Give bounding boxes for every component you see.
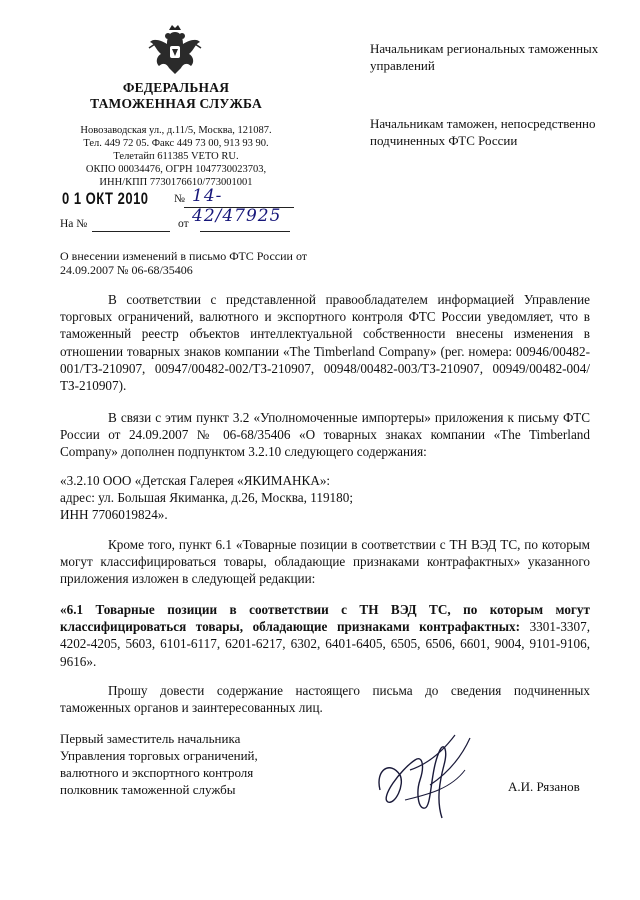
handwritten-signature-icon [370,730,480,822]
on-number-blank [92,231,170,232]
paragraph-6: Прошу довести содержание настоящего письма до сведения подчиненных таможенных органов и заинтересованных лиц. [60,683,590,716]
organization-name [52,80,300,112]
number-underline [184,207,294,208]
ot-blank [200,231,290,232]
paragraph-1: В соответствии с представленной правообладателем информацией Управление торговых ограничений, валютного и экспортного контроля ФТС России уведомляет, что в таможенный реестр объектов интеллектуальной собственности внесены изменения в отношении товарных знаков компании «The Timberland Company» (рег. номера: 00946/00482-001/ТЗ-210907, 00947/00482-002/ТЗ-210907, 00948/00482-003/ТЗ-210907, 00949/00482-004/ТЗ-210907). [60,292,590,394]
org-line-2: ТАМОЖЕННАЯ СЛУЖБА [90,96,262,111]
signer-line: валютного и экспортного контроля [60,765,254,780]
signer-line: полковник таможенной службы [60,782,236,797]
number-label: № [174,193,185,205]
address-line: ОКПО 00034476, ОГРН 1047730023703, [85,164,267,175]
letter-subject: О внесении изменений в письмо ФТС России от 24.09.2007 № 06-68/35406 [60,249,308,277]
signer-name: А.И. Рязанов [508,779,580,794]
paragraph-2: В связи с этим пункт 3.2 «Уполномоченные импортеры» приложения к письму ФТС России от 24.09.2007 № 06-68/35406 «О товарных знаках компании «The Timberland Company» дополнен подпунктом 3.2.10 следующего содержания: [60,410,590,460]
coat-of-arms-icon [147,22,203,80]
importer-line: «3.2.10 ООО «Детская Галерея «ЯКИМАНКА»: [60,473,331,488]
signer-title [60,730,320,798]
org-line-1: ФЕДЕРАЛЬНАЯ [122,80,230,95]
recipient-customs: Начальникам таможен, непосредственно подчиненных ФТС России [370,116,596,148]
signer-line: Управления торговых ограничений, [60,748,258,763]
on-number-label: На № [60,218,88,230]
recipient-regional: Начальникам региональных таможенных управлений [370,41,599,73]
address-line: ИНН/КПП 7730176610/773001001 [99,177,253,188]
date-stamp: 0 1 ОКТ 2010 [62,189,149,208]
address-block [52,124,300,189]
address-line: Телетайп 611385 VETO RU. [113,151,239,162]
paragraph-3 [60,472,590,524]
address-line: Тел. 449 72 05. Факс 449 73 00, 913 93 90. [83,138,269,149]
signer-line: Первый заместитель начальника [60,731,241,746]
paragraph-4: Кроме того, пункт 6.1 «Товарные позиции в соответствии с ТН ВЭД ТС, по которым могут классифицироваться товары, обладающие признаками контрафактных» указанного приложения изложен в следующей редакции: [60,537,590,587]
reference-line [60,218,290,234]
ot-label: от [178,218,189,230]
paragraph-5 [60,601,590,670]
handwritten-number: 14-42/47925 [192,186,282,226]
paragraph-5-heading: «6.1 Товарные позиции в соответствии с ТН ВЭД ТС, по которым могут классифицироваться товары, обладающие признаками контрафактных: [60,602,590,635]
address-line: Новозаводская ул., д.11/5, Москва, 121087. [80,125,272,136]
paragraph-5-codes: 3301-3307, 4202-4205, 5603, 6101-6117, 6201-6217, 6302, 6401-6405, 6505, 6506, 6601, 9004, 9101-9106, 9616». [60,619,591,669]
importer-line: ИНН 7706019824». [60,507,168,523]
importer-line: адрес: ул. Большая Якиманка, д.26, Москва, 119180; [60,490,353,506]
